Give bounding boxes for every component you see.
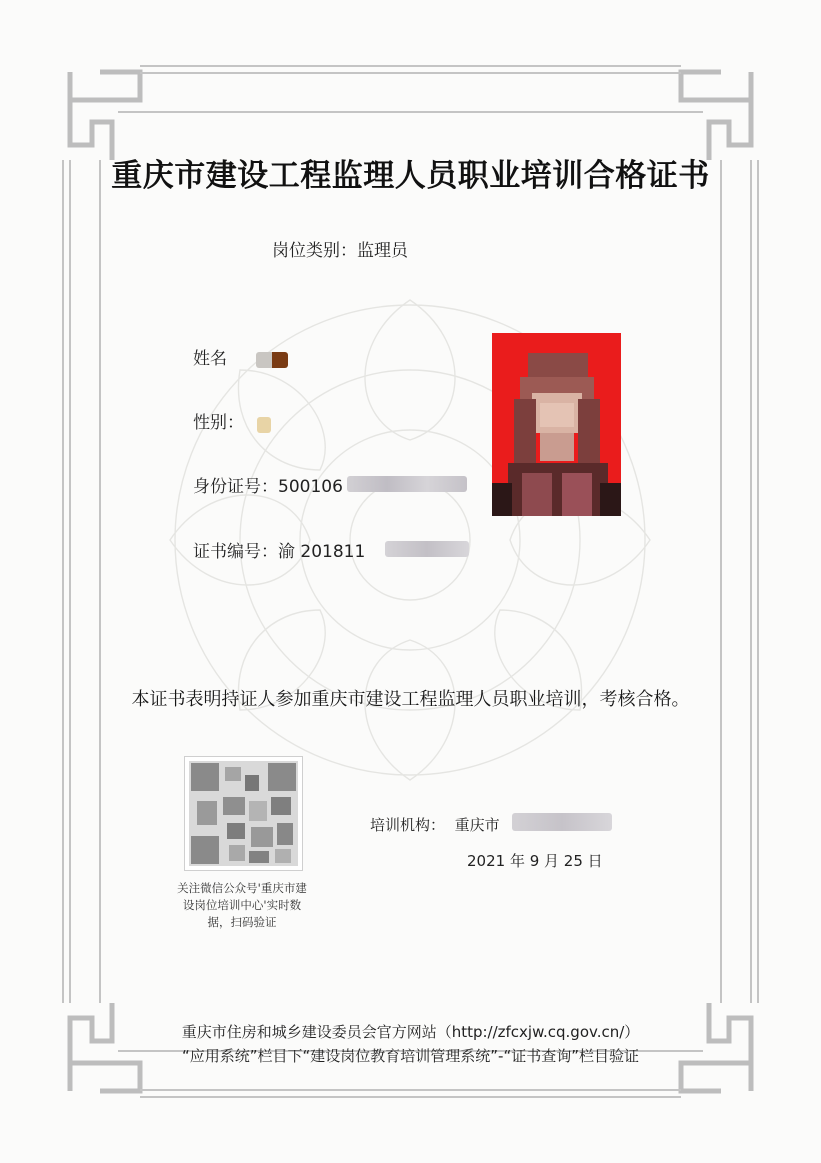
training-org-redacted — [512, 813, 612, 831]
qualification-statement: 本证书表明持证人参加重庆市建设工程监理人员职业培训，考核合格。 — [131, 689, 690, 710]
cert-number-label: 证书编号： — [193, 542, 278, 562]
gender-label: 性别： — [193, 413, 244, 433]
training-org-label: 培训机构： — [370, 816, 446, 834]
footer-verify-line: “应用系统”栏目下“建设岗位教育培训管理系统”-“证书查询”栏目验证 — [181, 1047, 640, 1065]
issue-date: 2021 年 9 月 25 日 — [467, 852, 603, 870]
id-photo — [492, 333, 621, 516]
id-number-visible: 500106 — [278, 477, 343, 497]
name-redacted — [256, 352, 288, 368]
training-org-visible: 重庆市 — [454, 816, 500, 834]
training-org-row — [370, 814, 500, 835]
gender-redacted — [257, 417, 271, 433]
qr-code-note: 关注微信公众号'重庆市建设岗位培训中心'实时数据，扫码验证 — [177, 881, 307, 929]
gender-row — [193, 408, 244, 433]
cert-number-row — [193, 537, 365, 562]
footer-website-line: 重庆市住房和城乡建设委员会官方网站（http://zfcxjw.cq.gov.cn/） — [181, 1023, 640, 1041]
id-row — [193, 472, 343, 497]
position-value: 监理员 — [357, 241, 408, 261]
position-row — [272, 236, 408, 261]
id-redacted — [347, 476, 467, 492]
certificate-title: 重庆市建设工程监理人员职业培训合格证书 — [111, 158, 710, 194]
verification-qr-code[interactable] — [184, 756, 303, 871]
name-label: 姓名 — [193, 349, 227, 369]
position-label: 岗位类别： — [272, 241, 357, 261]
id-label: 身份证号： — [193, 477, 278, 497]
cert-number-visible: 渝 201811 — [278, 542, 366, 562]
name-row — [193, 344, 227, 369]
cert-number-redacted — [385, 541, 469, 557]
